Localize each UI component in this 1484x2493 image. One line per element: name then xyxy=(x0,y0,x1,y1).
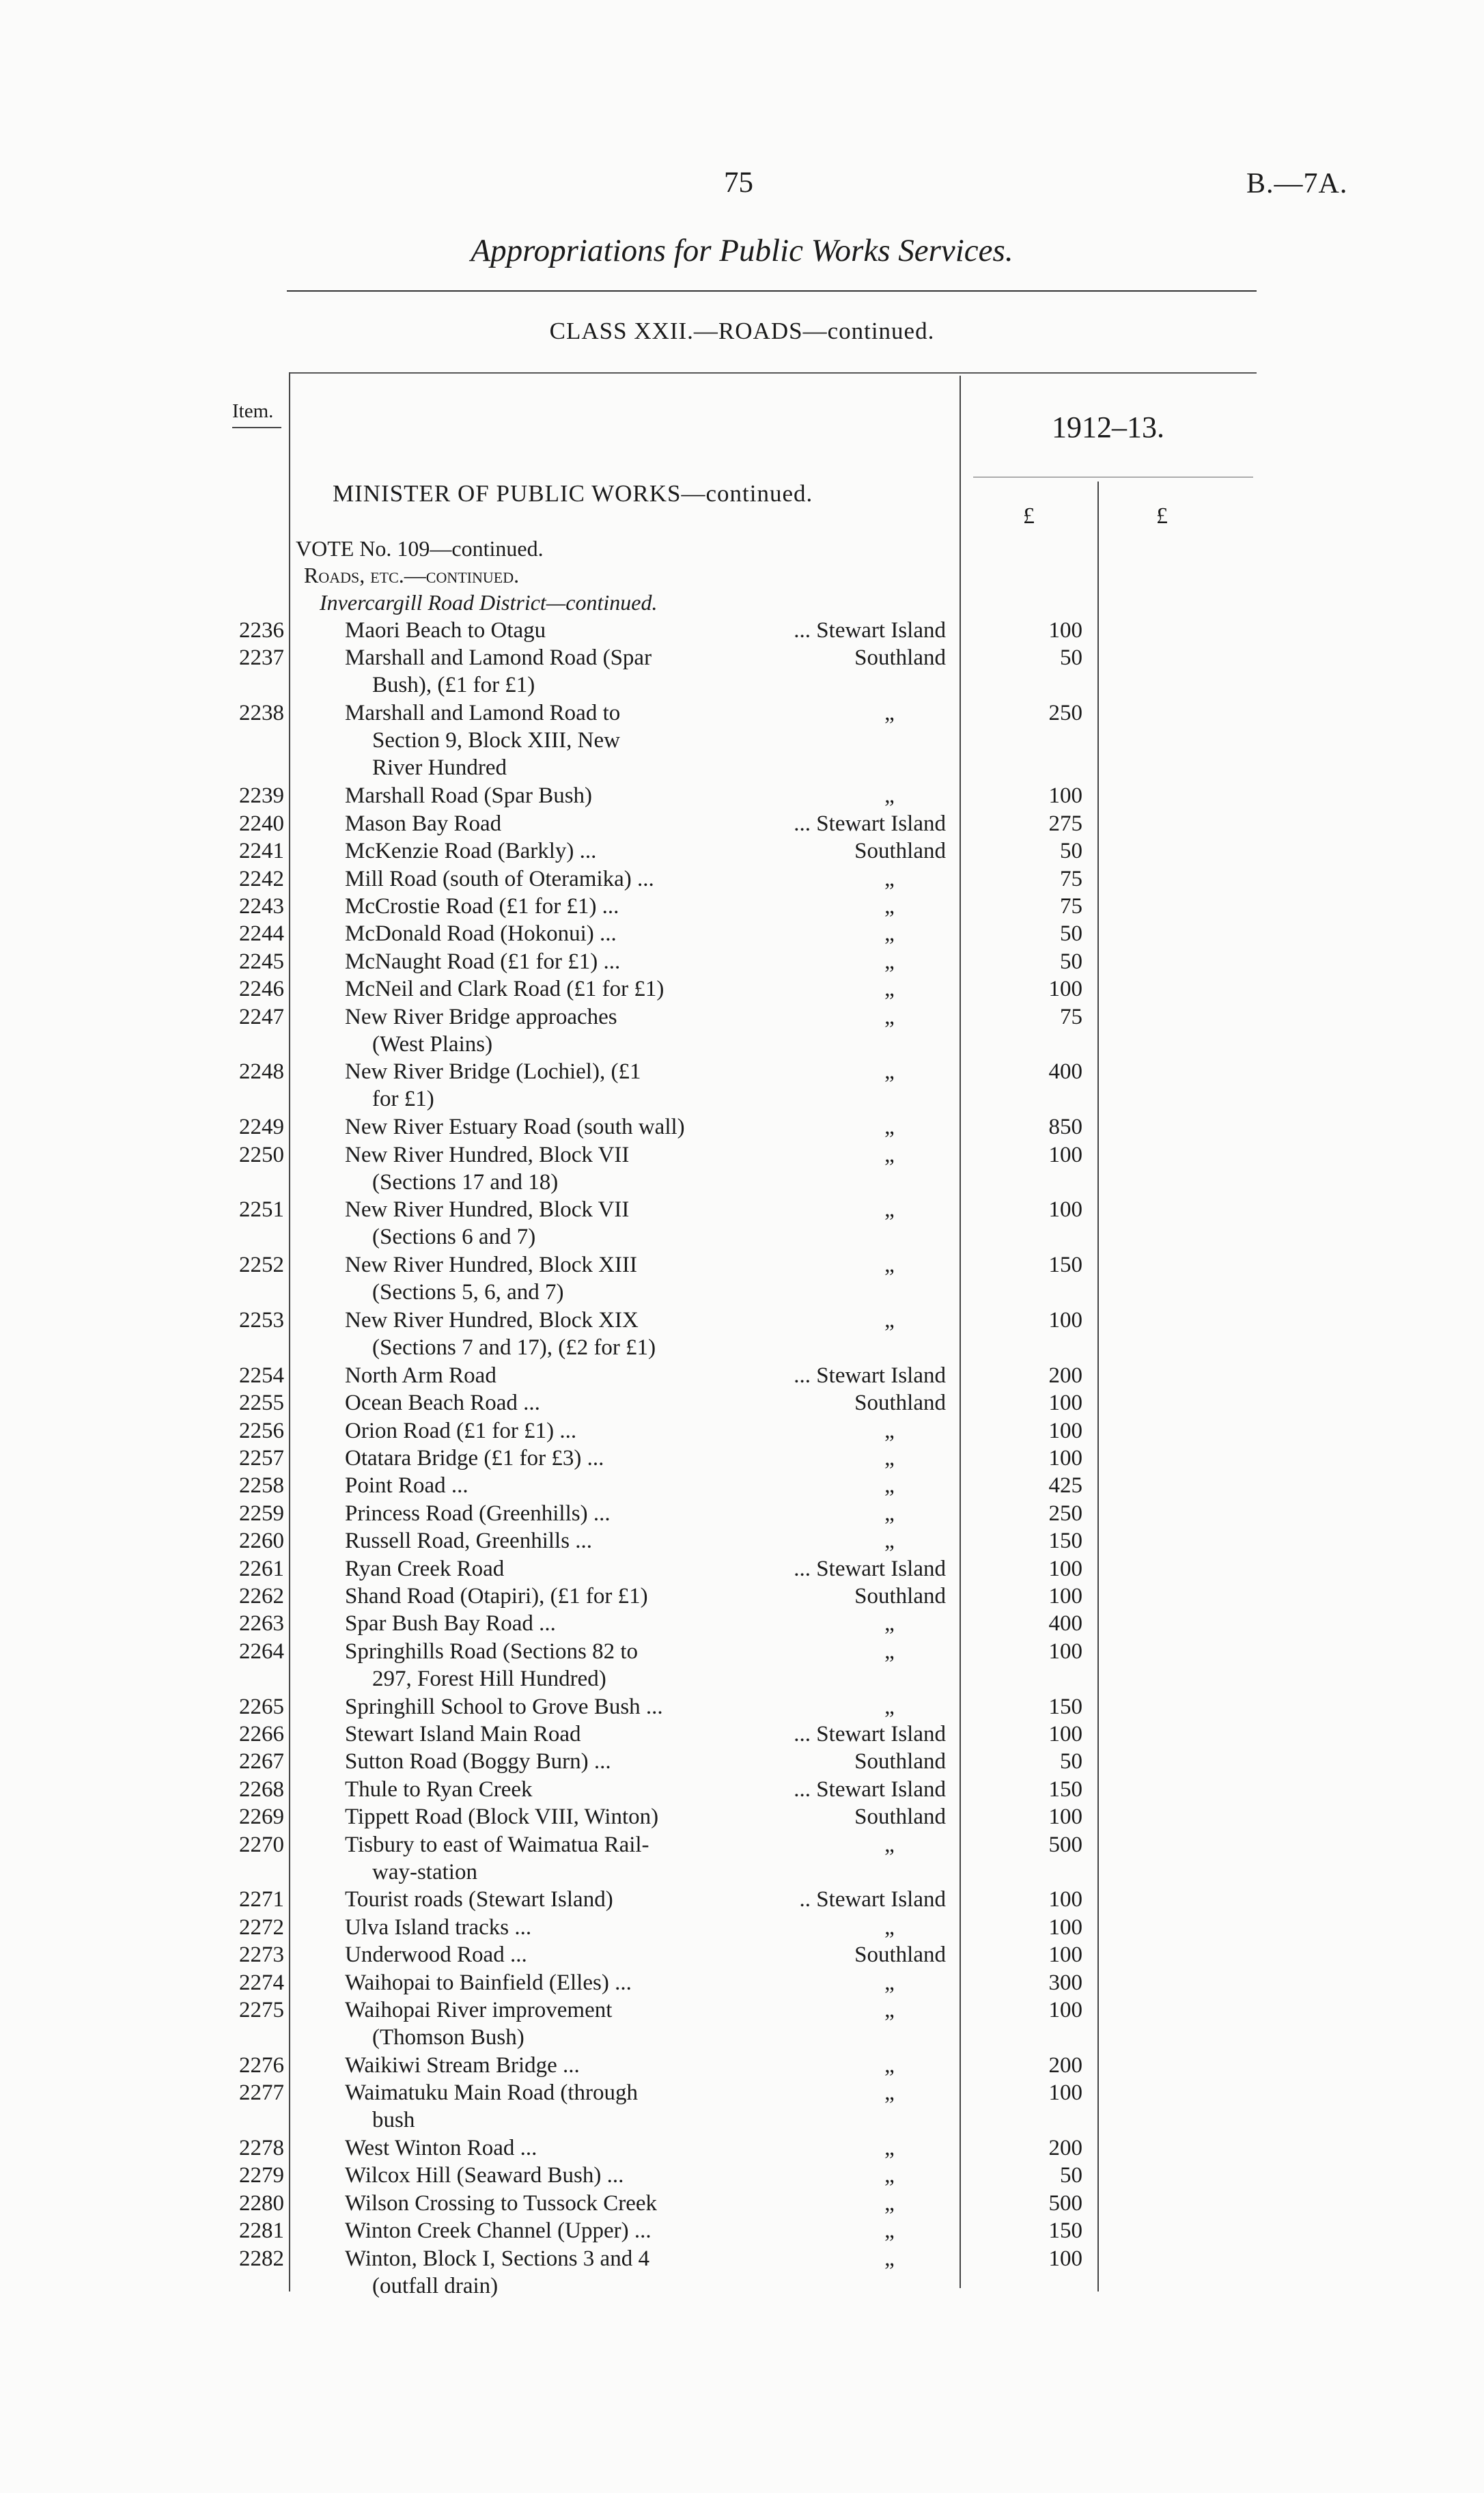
district-heading: Invercargill Road District—continued. xyxy=(320,590,658,615)
item-district: Southland xyxy=(854,839,946,863)
item-district: ... Stewart Island xyxy=(794,1722,946,1746)
item-district: „ xyxy=(884,921,895,946)
item-district: „ xyxy=(884,894,895,919)
item-amount: 75 xyxy=(1060,1005,1082,1029)
item-number: 2242 xyxy=(239,867,284,891)
item-description xyxy=(345,2162,767,2189)
item-number: 2266 xyxy=(239,1722,284,1746)
item-district: „ xyxy=(884,2246,895,2271)
item-amount: 100 xyxy=(1048,1143,1082,1167)
document-reference: B.—7A. xyxy=(1246,168,1348,199)
item-number: 2282 xyxy=(239,2246,284,2271)
page-title: Appropriations for Public Works Services. xyxy=(471,233,1013,268)
description-line: Waimatuku Main Road (through xyxy=(345,2080,639,2105)
item-amount: 100 xyxy=(1048,1391,1082,1415)
description-line: Marshall Road (Spar Bush) xyxy=(345,783,593,808)
item-district: Southland xyxy=(854,1805,946,1829)
item-district: „ xyxy=(884,2053,895,2078)
description-continuation: 297, Forest Hill Hundred) xyxy=(372,1667,606,1691)
item-number: 2263 xyxy=(239,1611,284,1636)
item-number: 2243 xyxy=(239,894,284,919)
item-amount: 100 xyxy=(1048,1722,1082,1746)
item-number: 2254 xyxy=(239,1363,284,1388)
item-number: 2238 xyxy=(239,701,284,725)
year-column-rule xyxy=(960,376,961,2288)
item-amount: 100 xyxy=(1048,783,1082,808)
item-description xyxy=(345,1776,767,1803)
item-description xyxy=(345,1996,767,2051)
item-description xyxy=(345,1583,767,1610)
item-district: „ xyxy=(884,2218,895,2243)
description-line: Ocean Beach Road ... xyxy=(345,1391,540,1415)
item-amount: 500 xyxy=(1048,1833,1082,1857)
item-description xyxy=(345,1748,767,1775)
description-continuation: (West Plains) xyxy=(372,1032,493,1057)
item-description xyxy=(345,1362,767,1389)
item-description xyxy=(345,1445,767,1472)
item-amount: 100 xyxy=(1048,1639,1082,1664)
description-line: Ryan Creek Road xyxy=(345,1557,505,1581)
description-line: Orion Road (£1 for £1) ... xyxy=(345,1419,577,1443)
item-district: „ xyxy=(884,949,895,974)
item-number: 2281 xyxy=(239,2218,284,2243)
item-number: 2244 xyxy=(239,921,284,946)
description-line: Winton, Block I, Sections 3 and 4 xyxy=(345,2246,649,2271)
item-description xyxy=(345,1721,767,1748)
description-continuation: (Sections 6 and 7) xyxy=(372,1225,536,1249)
item-description xyxy=(345,975,767,1003)
description-line: Maori Beach to Otagu xyxy=(345,618,546,643)
description-line: McCrostie Road (£1 for £1) ... xyxy=(345,894,619,919)
item-number: 2240 xyxy=(239,811,284,836)
item-district: Southland xyxy=(854,1942,946,1967)
roads-heading: Roads, etc.—continued. xyxy=(304,563,520,587)
item-description xyxy=(345,1803,767,1830)
item-number: 2258 xyxy=(239,1473,284,1498)
item-district: „ xyxy=(884,783,895,808)
item-amount: 150 xyxy=(1048,2218,1082,2243)
description-line: McDonald Road (Hokonui) ... xyxy=(345,921,617,946)
description-continuation: River Hundred xyxy=(372,755,507,780)
item-description xyxy=(345,2052,767,2079)
year-column-header: 1912–13. xyxy=(1052,410,1164,444)
description-line: North Arm Road xyxy=(345,1363,496,1388)
item-district: Southland xyxy=(854,1584,946,1608)
minister-heading: MINISTER OF PUBLIC WORKS—continued. xyxy=(333,480,813,507)
item-amount: 425 xyxy=(1048,1473,1082,1498)
item-district: ... Stewart Island xyxy=(794,1363,946,1388)
item-description xyxy=(345,1196,767,1251)
item-amount: 100 xyxy=(1048,1446,1082,1471)
item-description xyxy=(345,1527,767,1555)
item-amount: 100 xyxy=(1048,2246,1082,2271)
description-line: Springhills Road (Sections 82 to xyxy=(345,1639,638,1664)
description-continuation: (Sections 5, 6, and 7) xyxy=(372,1280,564,1305)
item-number: 2264 xyxy=(239,1639,284,1664)
description-continuation: (Thomson Bush) xyxy=(372,2025,524,2050)
description-line: New River Hundred, Block VII xyxy=(345,1197,630,1222)
item-number: 2274 xyxy=(239,1970,284,1995)
item-district: „ xyxy=(884,1253,895,1277)
item-number: 2272 xyxy=(239,1915,284,1940)
item-district: „ xyxy=(884,1059,895,1084)
item-district: „ xyxy=(884,977,895,1001)
item-description xyxy=(345,2079,767,2134)
item-district: „ xyxy=(884,1970,895,1995)
item-district: „ xyxy=(884,1998,895,2022)
item-number: 2249 xyxy=(239,1115,284,1139)
vote-heading: VOTE No. 109—continued. xyxy=(296,536,544,561)
item-amount: 500 xyxy=(1048,2191,1082,2216)
item-amount: 100 xyxy=(1048,1197,1082,1222)
item-number: 2251 xyxy=(239,1197,284,1222)
description-line: Tisbury to east of Waimatua Rail- xyxy=(345,1833,649,1857)
item-number: 2268 xyxy=(239,1777,284,1802)
description-line: Marshall and Lamond Road to xyxy=(345,701,621,725)
description-line: New River Estuary Road (south wall) xyxy=(345,1115,685,1139)
description-line: Ulva Island tracks ... xyxy=(345,1915,532,1940)
item-description xyxy=(345,837,767,865)
item-amount: 75 xyxy=(1060,867,1082,891)
item-description xyxy=(345,1113,767,1141)
item-district: „ xyxy=(884,1529,895,1553)
item-district: „ xyxy=(884,2080,895,2105)
description-line: Underwood Road ... xyxy=(345,1942,527,1967)
description-line: Point Road ... xyxy=(345,1473,468,1498)
item-number: 2267 xyxy=(239,1749,284,1774)
item-description xyxy=(345,1969,767,1996)
item-amount: 50 xyxy=(1060,949,1082,974)
description-line: Tippett Road (Block VIII, Winton) xyxy=(345,1805,659,1829)
item-number: 2273 xyxy=(239,1942,284,1967)
item-amount: 100 xyxy=(1048,1805,1082,1829)
item-district: „ xyxy=(884,701,895,725)
item-amount: 50 xyxy=(1060,1749,1082,1774)
page-number: 75 xyxy=(724,167,753,199)
description-line: Wilson Crossing to Tussock Creek xyxy=(345,2191,658,2216)
item-number: 2237 xyxy=(239,645,284,670)
description-line: New River Bridge (Lochiel), (£1 xyxy=(345,1059,641,1084)
item-column-rule xyxy=(289,372,290,2292)
item-amount: 100 xyxy=(1048,1942,1082,1967)
item-amount: 150 xyxy=(1048,1253,1082,1277)
item-description xyxy=(345,810,767,837)
item-amount: 100 xyxy=(1048,1887,1082,1912)
item-district: „ xyxy=(884,1446,895,1471)
description-line: New River Bridge approaches xyxy=(345,1005,617,1029)
item-number: 2279 xyxy=(239,2163,284,2188)
item-number: 2261 xyxy=(239,1557,284,1581)
description-line: Otatara Bridge (£1 for £3) ... xyxy=(345,1446,604,1471)
description-continuation: (Sections 17 and 18) xyxy=(372,1170,559,1195)
item-amount: 100 xyxy=(1048,1419,1082,1443)
description-line: New River Hundred, Block VII xyxy=(345,1143,630,1167)
item-amount: 75 xyxy=(1060,894,1082,919)
item-district: „ xyxy=(884,1501,895,1526)
description-line: Shand Road (Otapiri), (£1 for £1) xyxy=(345,1584,648,1608)
description-line: Waihopai to Bainfield (Elles) ... xyxy=(345,1970,632,1995)
description-line: McKenzie Road (Barkly) ... xyxy=(345,839,597,863)
description-line: Springhill School to Grove Bush ... xyxy=(345,1695,663,1719)
description-line: West Winton Road ... xyxy=(345,2136,537,2160)
item-amount: 400 xyxy=(1048,1611,1082,1636)
item-number: 2269 xyxy=(239,1805,284,1829)
item-number: 2236 xyxy=(239,618,284,643)
item-district: „ xyxy=(884,867,895,891)
item-district: ... Stewart Island xyxy=(794,1557,946,1581)
description-line: Thule to Ryan Creek xyxy=(345,1777,533,1802)
item-district: ... Stewart Island xyxy=(794,618,946,643)
item-number: 2241 xyxy=(239,839,284,863)
pound-sign-right: £ xyxy=(1156,503,1168,529)
item-amount: 50 xyxy=(1060,839,1082,863)
item-description xyxy=(345,1003,767,1058)
item-amount: 100 xyxy=(1048,618,1082,643)
item-description xyxy=(345,1610,767,1637)
item-district: „ xyxy=(884,1695,895,1719)
item-description xyxy=(345,1472,767,1499)
class-heading: CLASS XXII.—ROADS—continued. xyxy=(549,318,935,344)
description-continuation: bush xyxy=(372,2108,415,2132)
table-top-rule xyxy=(290,372,1257,374)
item-number: 2276 xyxy=(239,2053,284,2078)
item-amount: 100 xyxy=(1048,1998,1082,2022)
item-number: 2278 xyxy=(239,2136,284,2160)
description-line: Tourist roads (Stewart Island) xyxy=(345,1887,613,1912)
item-amount: 275 xyxy=(1048,811,1082,836)
item-description xyxy=(345,1638,767,1693)
item-number: 2253 xyxy=(239,1308,284,1333)
description-line: Stewart Island Main Road xyxy=(345,1722,581,1746)
item-description xyxy=(345,782,767,809)
item-description xyxy=(345,1307,767,1361)
item-description xyxy=(345,948,767,975)
item-number: 2271 xyxy=(239,1887,284,1912)
description-continuation: for £1) xyxy=(372,1087,434,1111)
item-amount: 300 xyxy=(1048,1970,1082,1995)
description-line: Russell Road, Greenhills ... xyxy=(345,1529,593,1553)
item-amount: 100 xyxy=(1048,1915,1082,1940)
item-amount: 50 xyxy=(1060,2163,1082,2188)
item-amount: 250 xyxy=(1048,1501,1082,1526)
item-district: „ xyxy=(884,2191,895,2216)
item-number: 2250 xyxy=(239,1143,284,1167)
item-amount: 150 xyxy=(1048,1777,1082,1802)
item-number: 2255 xyxy=(239,1391,284,1415)
item-district: „ xyxy=(884,2163,895,2188)
item-description xyxy=(345,1389,767,1417)
item-district: „ xyxy=(884,1833,895,1857)
item-amount: 100 xyxy=(1048,1584,1082,1608)
pound-sign-left: £ xyxy=(1023,503,1035,529)
item-amount: 150 xyxy=(1048,1695,1082,1719)
item-amount: 200 xyxy=(1048,1363,1082,1388)
item-district: „ xyxy=(884,1197,895,1222)
item-number: 2245 xyxy=(239,949,284,974)
item-district: „ xyxy=(884,1115,895,1139)
item-district: .. Stewart Island xyxy=(799,1887,946,1912)
item-number: 2256 xyxy=(239,1419,284,1443)
item-amount: 100 xyxy=(1048,1308,1082,1333)
item-district: Southland xyxy=(854,1391,946,1415)
item-description xyxy=(345,1941,767,1968)
item-number: 2252 xyxy=(239,1253,284,1277)
item-number: 2239 xyxy=(239,783,284,808)
description-line: New River Hundred, Block XIX xyxy=(345,1308,639,1333)
item-amount: 850 xyxy=(1048,1115,1082,1139)
item-number: 2275 xyxy=(239,1998,284,2022)
item-amount: 150 xyxy=(1048,1529,1082,1553)
item-description xyxy=(345,1058,767,1113)
item-number: 2277 xyxy=(239,2080,284,2105)
item-number: 2262 xyxy=(239,1584,284,1608)
description-continuation: Section 9, Block XIII, New xyxy=(372,728,620,753)
item-district: „ xyxy=(884,1473,895,1498)
pound-column-rule xyxy=(1097,482,1099,2292)
description-line: Spar Bush Bay Road ... xyxy=(345,1611,556,1636)
description-line: Sutton Road (Boggy Burn) ... xyxy=(345,1749,611,1774)
item-amount: 100 xyxy=(1048,977,1082,1001)
item-district: „ xyxy=(884,1005,895,1029)
item-description xyxy=(345,1831,767,1886)
description-line: Wilcox Hill (Seaward Bush) ... xyxy=(345,2163,624,2188)
item-description xyxy=(345,1886,767,1913)
description-continuation: (Sections 7 and 17), (£2 for £1) xyxy=(372,1335,656,1360)
description-line: Marshall and Lamond Road (Spar xyxy=(345,645,652,670)
item-underline xyxy=(232,427,281,428)
item-district: „ xyxy=(884,1639,895,1664)
item-district: Southland xyxy=(854,645,946,670)
description-continuation: (outfall drain) xyxy=(372,2274,499,2298)
item-description xyxy=(345,644,767,699)
item-description xyxy=(345,699,767,781)
item-description xyxy=(345,2190,767,2217)
item-number: 2260 xyxy=(239,1529,284,1553)
description-line: McNaught Road (£1 for £1) ... xyxy=(345,949,621,974)
description-continuation: way-station xyxy=(372,1860,477,1884)
item-description xyxy=(345,893,767,920)
item-description xyxy=(345,1500,767,1527)
description-line: Winton Creek Channel (Upper) ... xyxy=(345,2218,652,2243)
item-number: 2247 xyxy=(239,1005,284,1029)
item-number: 2246 xyxy=(239,977,284,1001)
item-district: „ xyxy=(884,2136,895,2160)
title-divider xyxy=(287,290,1257,292)
description-line: New River Hundred, Block XIII xyxy=(345,1253,637,1277)
item-description xyxy=(345,2134,767,2162)
item-number: 2265 xyxy=(239,1695,284,1719)
item-district: „ xyxy=(884,1143,895,1167)
item-district: ... Stewart Island xyxy=(794,1777,946,1802)
item-description xyxy=(345,617,767,644)
item-number: 2259 xyxy=(239,1501,284,1526)
description-continuation: Bush), (£1 for £1) xyxy=(372,673,535,697)
item-amount: 50 xyxy=(1060,921,1082,946)
description-line: McNeil and Clark Road (£1 for £1) xyxy=(345,977,664,1001)
item-amount: 50 xyxy=(1060,645,1082,670)
item-description xyxy=(345,1417,767,1445)
item-district: Southland xyxy=(854,1749,946,1774)
item-column-header: Item. xyxy=(232,400,274,422)
item-amount: 100 xyxy=(1048,2080,1082,2105)
description-line: Mill Road (south of Oteramika) ... xyxy=(345,867,654,891)
item-district: „ xyxy=(884,1611,895,1636)
item-description xyxy=(345,865,767,893)
item-description xyxy=(345,1914,767,1941)
description-line: Waikiwi Stream Bridge ... xyxy=(345,2053,580,2078)
description-line: Waihopai River improvement xyxy=(345,1998,613,2022)
item-description xyxy=(345,1555,767,1583)
item-description xyxy=(345,2245,767,2300)
item-amount: 250 xyxy=(1048,701,1082,725)
item-description xyxy=(345,2217,767,2244)
item-amount: 200 xyxy=(1048,2053,1082,2078)
item-description xyxy=(345,920,767,947)
item-number: 2257 xyxy=(239,1446,284,1471)
description-line: Mason Bay Road xyxy=(345,811,502,836)
item-amount: 200 xyxy=(1048,2136,1082,2160)
item-number: 2248 xyxy=(239,1059,284,1084)
description-line: Princess Road (Greenhills) ... xyxy=(345,1501,611,1526)
item-number: 2270 xyxy=(239,1833,284,1857)
item-district: „ xyxy=(884,1308,895,1333)
item-description xyxy=(345,1693,767,1721)
item-number: 2280 xyxy=(239,2191,284,2216)
item-amount: 400 xyxy=(1048,1059,1082,1084)
item-district: „ xyxy=(884,1915,895,1940)
item-description xyxy=(345,1141,767,1196)
item-district: „ xyxy=(884,1419,895,1443)
item-description xyxy=(345,1251,767,1306)
item-district: ... Stewart Island xyxy=(794,811,946,836)
item-amount: 100 xyxy=(1048,1557,1082,1581)
